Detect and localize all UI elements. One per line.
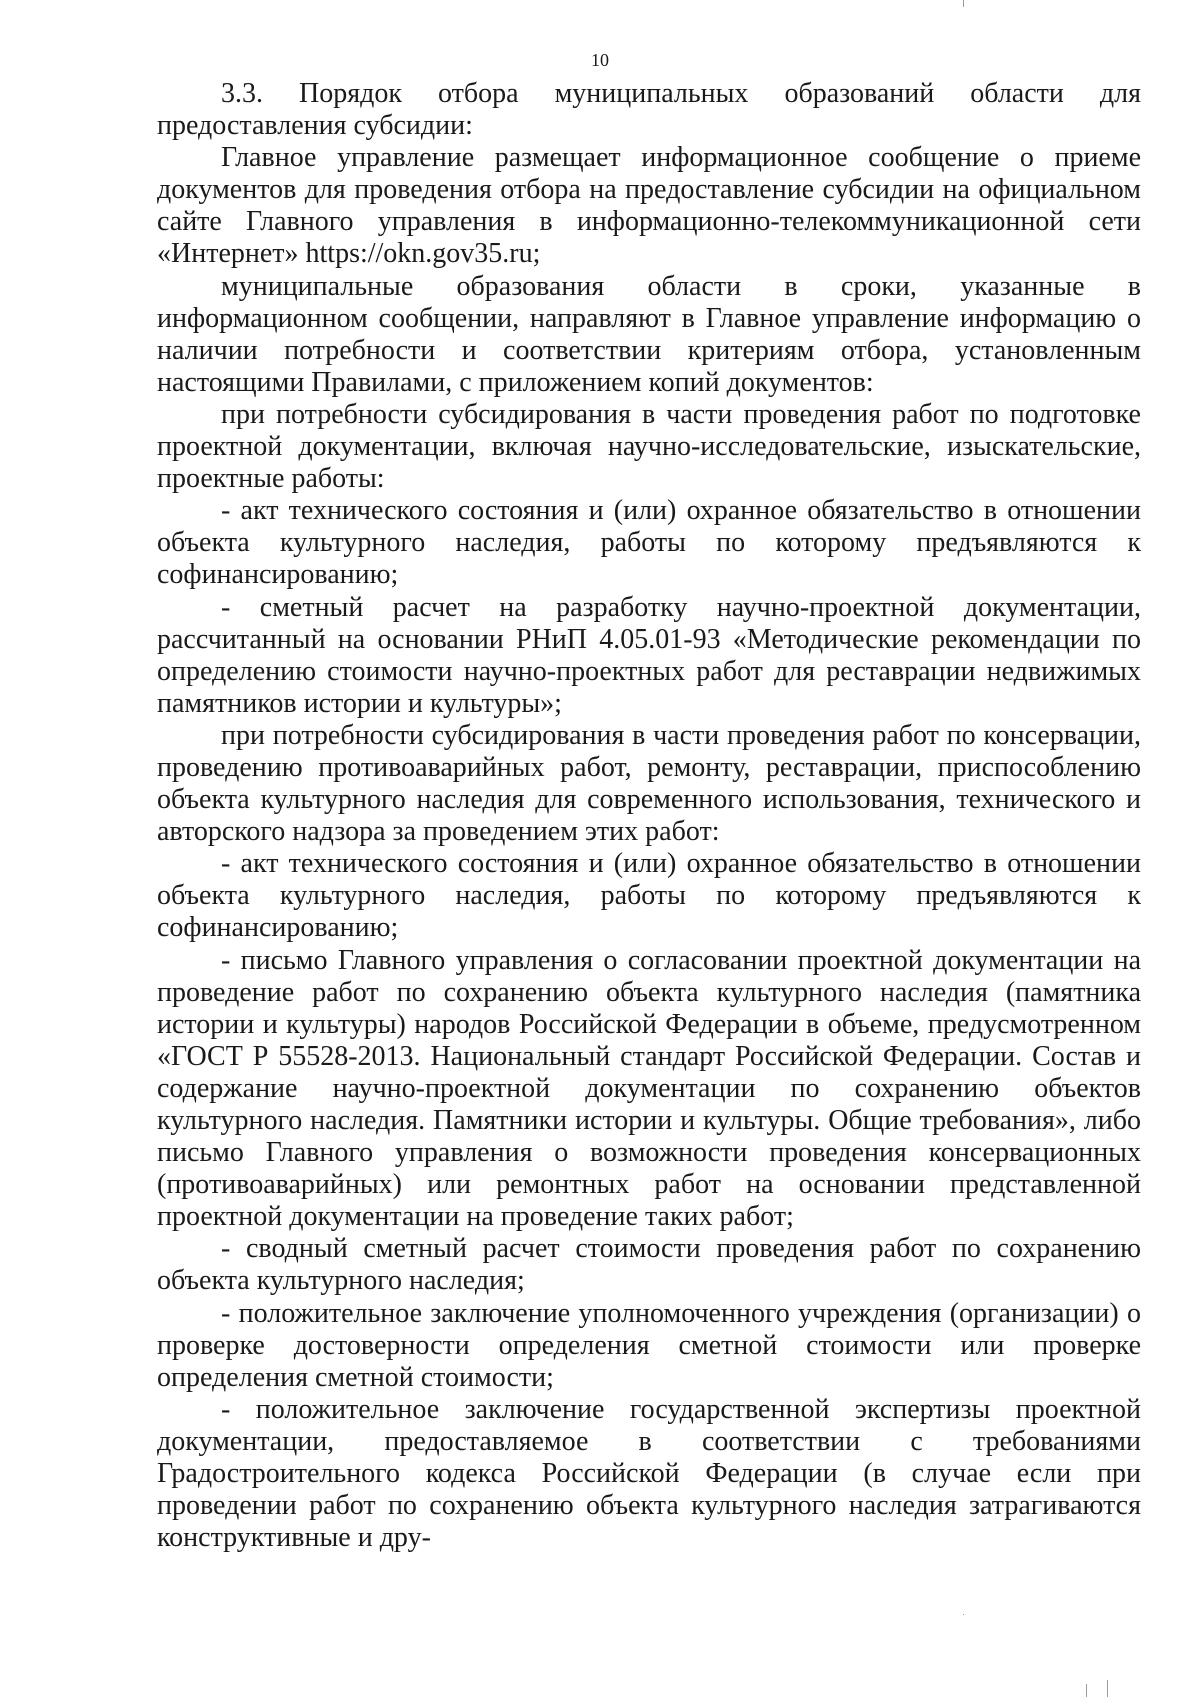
page-number: 10: [591, 50, 609, 70]
scan-artifact: [963, 1614, 964, 1615]
list-item-summary-estimate: - сводный сметный расчет стоимости проведения работ по сохранению объекта культурного наследия;: [157, 1233, 1141, 1297]
list-item-state-expertise: - положительное заключение государственной экспертизы проектной документации, предоставляемое в соответствии с требованиями Градостроительного кодекса Российской Федерации (в случае если при проведении работ по сохранению объекта культурного наследия затрагиваются конструктивные и дру-: [157, 1393, 1141, 1554]
paragraph-design-documentation-case: при потребности субсидирования в части проведения работ по подготовке проектной документации, включая научно-исследовательские, изыскательские, проектные работы:: [157, 398, 1141, 495]
scan-artifact: [1086, 1684, 1087, 1697]
paragraph-announcement: Главное управление размещает информационное сообщение о приеме документов для проведения отбора на предоставление субсидии на официальном сайте Главного управления в информационно-телекоммуникационной сети «Интернет» https://okn.gov35.ru;: [157, 142, 1141, 270]
paragraph-section-heading: 3.3. Порядок отбора муниципальных образований области для предоставления субсидии:: [157, 78, 1141, 142]
list-item-condition-act: - акт технического состояния и (или) охранное обязательство в отношении объекта культурного наследия, работы по которому предъявляются к софинансированию;: [157, 495, 1141, 591]
list-item-condition-act-2: - акт технического состояния и (или) охранное обязательство в отношении объекта культурного наследия, работы по которому предъявляются к софинансированию;: [157, 848, 1141, 944]
list-item-cost-verification: - положительное заключение уполномоченного учреждения (организации) о проверке достоверности определения сметной стоимости или проверке определения сметной стоимости;: [157, 1297, 1141, 1393]
scan-artifact: [963, 0, 964, 7]
paragraph-conservation-works-case: при потребности субсидирования в части проведения работ по консервации, проведению противоаварийных работ, ремонту, реставрации, приспособлению объекта культурного наследия для современного использования, технического и авторского надзора за проведением этих работ:: [157, 719, 1141, 848]
list-item-estimate-calculation: - сметный расчет на разработку научно-проектной документации, рассчитанный на основании РНиП 4.05.01-93 «Методические рекомендации по определению стоимости научно-проектных работ для реставрации недвижимых памятников истории и культуры»;: [157, 591, 1141, 719]
scan-artifact: [1107, 1680, 1108, 1697]
paragraph-municipal-submission: муниципальные образования области в сроки, указанные в информационном сообщении, направляют в Главное управление информацию о наличии потребности и соответствии критериям отбора, установленным настоящими Правилами, с приложением копий документов:: [157, 270, 1141, 398]
document-body: [157, 78, 1141, 1554]
list-item-approval-letter: - письмо Главного управления о согласовании проектной документации на проведение работ по сохранению объекта культурного наследия (памятника истории и культуры) народов Российской Федерации в объеме, предусмотренном «ГОСТ Р 55528-2013. Национальный стандарт Российской Федерации. Состав и содержание научно-проектной документации по сохранению объектов культурного наследия. Памятники истории и культуры. Общие требования», либо письмо Главного управления о возможности проведения консервационных (противоаварийных) или ремонтных работ на основании представленной проектной документации на проведение таких работ;: [157, 944, 1141, 1233]
